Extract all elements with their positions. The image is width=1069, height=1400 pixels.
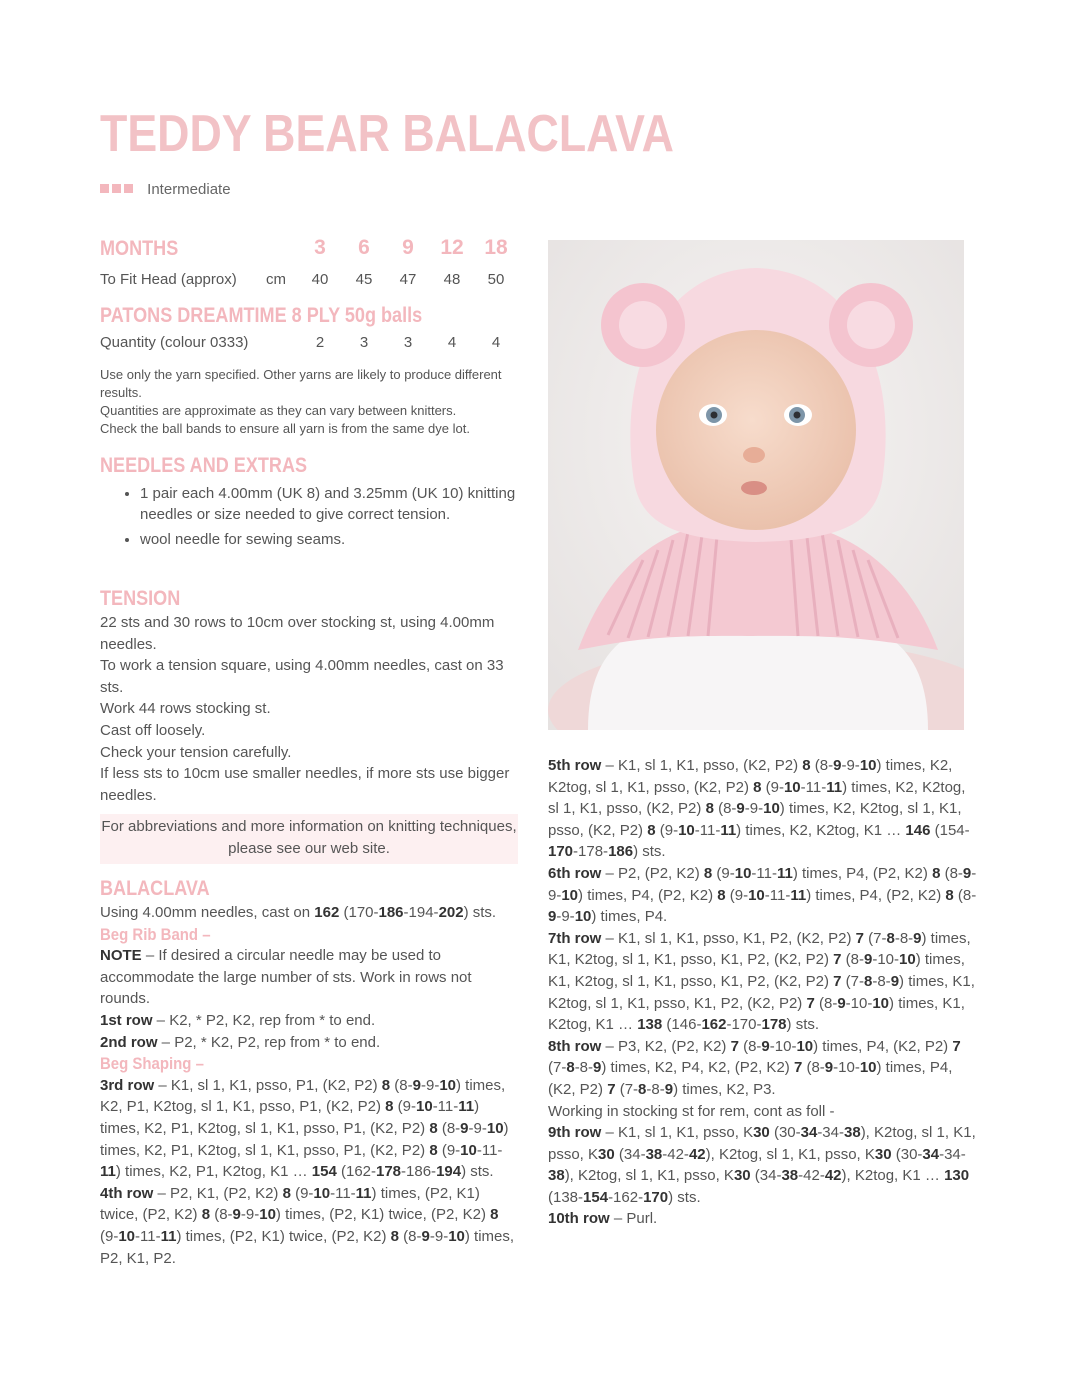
head-size-row [100,266,520,293]
yarn-note: Quantities are approximate as they can vary between knitters. [100,403,457,418]
tension-line: Cast off loosely. [100,721,206,739]
list-item: • 1 pair each 4.00mm (UK 8) and 3.25mm (UK 10) knitting needles or size needed to give correct tension. [140,483,520,525]
abbreviations-note: For abbreviations and more information on knitting techniques, please see our web site. [100,814,518,864]
tension-heading: TENSION [100,587,181,610]
pattern-row: 10th row – Purl. [548,1210,658,1228]
quantity-value: 4 [447,334,457,351]
page-title: TEDDY BEAR BALACLAVA [100,105,674,163]
skill-level [100,181,231,198]
pattern-row: 5th row – K1, sl 1, K1, psso, (K2, P2) 8 (8-9-9-10) times, K2, K2tog, sl 1, K1, psso, (K2, P2) 8 (9-10-11-11) times, K2, K2tog, sl 1, K1, psso, (K2, P2) 8 (8-9-9-10) times, K2, K2tog, sl 1, K1, psso, (K2, P2) 8 (9-10-11-11) times, K2, K2tog, K1 … 146 (154-170-178-186) sts. [548,757,970,861]
cast-on-instruction: Using 4.00mm needles, cast on 162 (170-186-194-202) sts. [100,904,497,921]
pattern-row: 2nd row – P2, * K2, P2, rep from * to end. [100,1033,381,1051]
shaping-heading: Beg Shaping – [100,1054,204,1074]
tension-line: Work 44 rows stocking st. [100,700,271,718]
quantity-value: 3 [359,334,369,351]
head-size-label: To Fit Head (approx) [100,271,237,288]
pattern-text-continued [548,755,978,1230]
quantity-value: 4 [491,334,501,351]
tension-line: Check your tension carefully. [100,743,292,761]
yarn-notes [100,366,520,438]
pattern-row: 6th row – P2, (P2, K2) 8 (9-10-11-11) times, P4, (P2, K2) 8 (8-9-9-10) times, P4, (P2, K2) 8 (9-10-11-11) times, P4, (P2, K2) 8 (8-9-9-10) times, P4. [548,864,977,926]
size-column: 9 [402,236,414,259]
size-column: 3 [314,236,326,259]
balaclava-section [100,876,520,1269]
level-square-icon [112,184,121,193]
balaclava-heading: BALACLAVA [100,877,210,900]
yarn-note: Use only the yarn specified. Other yarns are likely to produce different results. [100,367,502,400]
pattern-continued [548,755,978,1230]
head-size-value: 47 [399,271,417,288]
tension-section [100,586,520,806]
months-heading: MONTHS [100,237,179,260]
pattern-row: 1st row – K2, * P2, K2, rep from * to end. [100,1011,376,1029]
pattern-row: 9th row – K1, sl 1, K1, psso, K30 (30-34-34-38), K2tog, sl 1, K1, psso, K30 (34-38-42-42), K2tog, sl 1, K1, psso, K30 (30-34-34-38), K2tog, sl 1, K1, psso, K30 (34-38-42-42), K2tog, K1 … 130 (138-154-162-170) sts. [548,1124,976,1206]
sizes-table [100,236,520,293]
needles-heading: NEEDLES AND EXTRAS [100,454,308,477]
pattern-row: 8th row – P3, K2, (P2, K2) 7 (8-9-10-10) times, P4, (K2, P2) 7 (7-8-8-9) times, K2, P4, K2, (P2, K2) 7 (8-9-10-10) times, P4, (K2, P2) 7 (7-8-8-9) times, K2, P3. [548,1037,961,1098]
baby-balaclava-photo [548,240,964,730]
skill-level-label: Intermediate [147,181,231,198]
pattern-text [100,902,520,1269]
size-column: 12 [440,236,464,259]
head-size-value: 45 [355,271,373,288]
quantity-value: 2 [315,334,325,351]
size-column: 6 [358,236,370,259]
tension-line: To work a tension square, using 4.00mm needles, cast on 33 sts. [100,657,504,696]
needles-section [100,453,520,554]
circular-needle-note: NOTE – If desired a circular needle may be used to accommodate the large number of sts. Work in rows not rounds. [100,947,472,1008]
size-column: 18 [484,236,508,259]
tension-line: If less sts to 10cm use smaller needles, if more sts use bigger needles. [100,765,510,804]
head-size-value: 48 [443,271,461,288]
quantity-row [100,329,520,359]
pattern-row: Working in stocking st for rem, cont as foll - [548,1102,835,1120]
yarn-note: Check the ball bands to ensure all yarn is from the same dye lot. [100,421,470,436]
pattern-row: 7th row – K1, sl 1, K1, psso, K1, P2, (K2, P2) 7 (7-8-8-9) times, K1, K2tog, sl 1, K1, psso, K1, P2, (K2, P2) 7 (8-9-10-10) times, K1, K2tog, sl 1, K1, psso, K1, P2, (K2, P2) 7 (7-8-8-9) times, K1, K2tog, sl 1, K1, psso, K1, P2, (K2, P2) 7 (8-9-10-10) times, K1, K2tog, K1 … 138 (146-162-170-178) sts. [548,929,975,1034]
head-size-value: 40 [311,271,329,288]
head-size-value: 50 [487,271,505,288]
photo-illustration [548,240,964,730]
yarn-table [100,303,520,359]
level-square-icon [100,184,109,193]
unit-label: cm [266,271,286,288]
level-square-icon [124,184,133,193]
pattern-row: 3rd row – K1, sl 1, K1, psso, P1, (K2, P2) 8 (8-9-9-10) times, K2, P1, K2tog, sl 1, K1, psso, P1, (K2, P2) 8 (9-10-11-11) times, K2, P1, K2tog, sl 1, K1, psso, P1, (K2, P2) 8 (8-9-9-10) times, K2, P1, K2tog, sl 1, K1, psso, P1, (K2, P2) 8 (9-10-11-11) times, K2, P1, K2tog, K1 … 154 (162-178-186-194) sts. [100,1076,509,1181]
pattern-row: 4th row – P2, K1, (P2, K2) 8 (9-10-11-11) times, (P2, K1) twice, (P2, K2) 8 (8-9-9-10) times, (P2, K1) twice, (P2, K2) 8 (9-10-11-11) times, (P2, K1) twice, (P2, K2) 8 (8-9-9-10) times, P2, K1, P2. [100,1184,515,1267]
months-row [100,236,520,266]
tension-text [100,612,520,806]
needles-list [100,483,520,550]
yarn-heading: PATONS DREAMTIME 8 PLY 50g balls [100,304,423,327]
quantity-label: Quantity (colour 0333) [100,334,249,351]
tension-line: 22 sts and 30 rows to 10cm over stocking st, using 4.00mm needles. [100,614,495,653]
list-item: • wool needle for sewing seams. [140,529,520,550]
rib-band-heading: Beg Rib Band – [100,924,211,944]
quantity-value: 3 [403,334,413,351]
